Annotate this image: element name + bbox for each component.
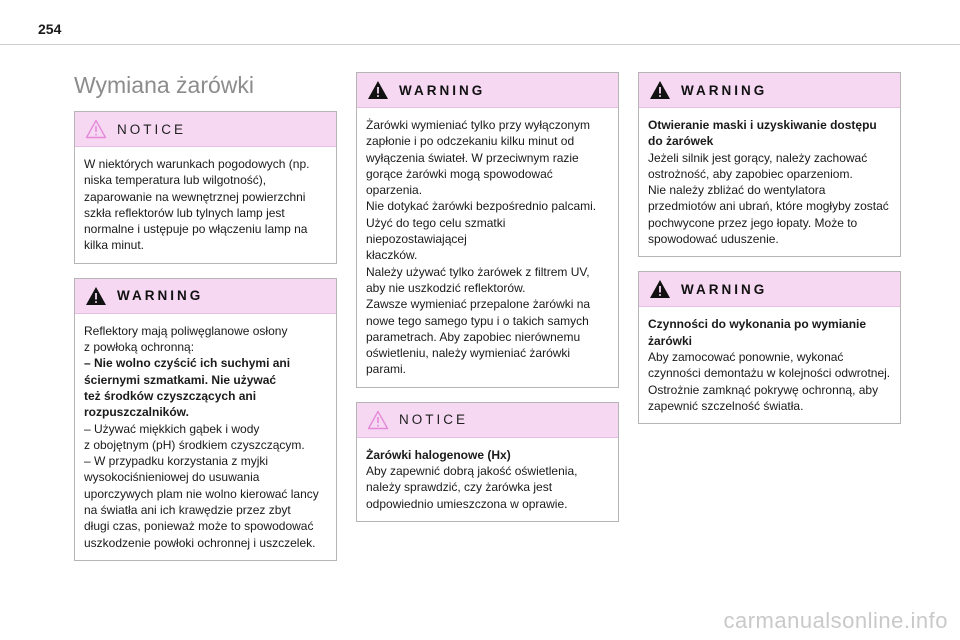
text-line: ostrożność, aby zapobiec oparzeniom. <box>648 166 853 181</box>
column-1 <box>74 111 337 575</box>
text-line: uszkodzenie powłoki ochronnej i uszczelek. <box>84 535 316 550</box>
notice-box <box>356 402 619 522</box>
text-line: Czynności do wykonania po wymianie <box>648 317 867 332</box>
text-line: aby nie uszkodzić reflektorów. <box>366 280 526 295</box>
text-line: niska temperatura lub wilgotność), <box>84 173 267 188</box>
warning-triangle-icon <box>367 80 389 100</box>
text-line: Nie dotykać żarówki bezpośrednio palcami. <box>366 199 597 214</box>
text-line: – Używać miękkich gąbek i wody <box>84 421 260 436</box>
column-2 <box>356 72 619 536</box>
warning-triangle-icon <box>649 279 671 299</box>
text-line: Żarówki wymieniać tylko przy wyłączonym <box>366 118 591 132</box>
text-line: z obojętnym (pH) środkiem czyszczącym. <box>84 437 305 452</box>
text-line: pochwycone przez jego łopaty. Może to <box>648 215 858 230</box>
text-line: oświetleniu, należy wymieniać żarówki <box>366 346 571 361</box>
warning-box <box>74 278 337 561</box>
text-line: Aby zapewnić dobrą jakość oświetlenia, <box>366 464 578 479</box>
notice-triangle-icon <box>367 410 389 430</box>
notice-box <box>74 111 337 264</box>
text-line: zapewnić szczelność światła. <box>648 398 804 413</box>
text-line: żarówki <box>648 333 693 348</box>
text-line: wyłączenia świateł. W przeciwnym razie <box>366 150 579 165</box>
notice-triangle-icon <box>85 119 107 139</box>
text-line: parametrach. Aby zapobiec nierównemu <box>366 329 581 344</box>
text-line: gorące żarówki mogą spowodować <box>366 166 553 181</box>
text-line: nowe tego samego typu i o takich samych <box>366 313 589 328</box>
text-line: Nie należy zbliżać do wentylatora <box>648 183 826 198</box>
text-line: Należy używać tylko żarówek z filtrem UV, <box>366 264 590 279</box>
warning-header <box>639 73 900 108</box>
text-line: do żarówek <box>648 134 714 149</box>
text-line: – W przypadku korzystania z myjki <box>84 454 269 469</box>
text-line: rozpuszczalników. <box>84 405 189 420</box>
text-line: kłaczków. <box>366 248 418 263</box>
notice-header <box>357 403 618 438</box>
warning-heading: WARNING <box>399 82 486 98</box>
text-line: kilka minut. <box>84 238 145 253</box>
text-line: Aby zamocować ponownie, wykonać <box>648 349 844 364</box>
warning-heading: WARNING <box>681 82 768 98</box>
text-line: Żarówki halogenowe (Hx) <box>366 447 511 462</box>
warning-header <box>357 73 618 108</box>
warning-heading: WARNING <box>117 288 204 304</box>
notice-heading: NOTICE <box>117 121 187 137</box>
warning-header <box>75 279 336 314</box>
text-line: Otwieranie maski i uzyskiwanie dostępu <box>648 118 877 132</box>
warning-header <box>639 272 900 307</box>
text-line: przedmiotów ani ubrań, które mogłyby zostać <box>648 199 889 214</box>
text-line: Ostrożnie zamknąć pokrywę ochronną, aby <box>648 382 879 397</box>
warning-text <box>357 108 618 387</box>
warning-text <box>639 307 900 423</box>
notice-text <box>357 438 618 521</box>
text-line: Reflektory mają poliwęglanowe osłony <box>84 323 288 338</box>
warning-triangle-icon <box>649 80 671 100</box>
page-number: 254 <box>38 21 62 37</box>
text-line: długi czas, ponieważ może to spowodować <box>84 519 314 534</box>
text-line: Zawsze wymieniać przepalone żarówki na <box>366 297 591 312</box>
header-divider <box>0 44 960 45</box>
text-line: oparzenia. <box>366 183 423 198</box>
warning-heading: WARNING <box>681 281 768 297</box>
text-line: – Nie wolno czyścić ich suchymi ani <box>84 356 291 371</box>
text-line: na światła ani ich krawędzie przez zbyt <box>84 503 291 518</box>
text-line: W niektórych warunkach pogodowych (np. <box>84 157 310 171</box>
text-line: zapłonie i po odczekaniu kilku minut od <box>366 134 575 149</box>
text-line: odpowiednio umieszczona w oprawie. <box>366 496 568 511</box>
warning-box <box>638 271 901 424</box>
text-line: parami. <box>366 362 407 377</box>
warning-text <box>75 314 336 560</box>
text-line: wysokociśnieniowej do usuwania <box>84 470 260 485</box>
notice-heading: NOTICE <box>399 412 469 428</box>
warning-box <box>356 72 619 388</box>
text-line: zaparowanie na wewnętrznej powierzchni <box>84 189 306 204</box>
warning-triangle-icon <box>85 286 107 306</box>
text-line: spowodować uduszenie. <box>648 232 779 247</box>
notice-text <box>75 147 336 263</box>
text-line: Użyć do tego celu szmatki niepozostawiającej <box>366 215 506 247</box>
column-3 <box>638 72 901 438</box>
text-line: czynności demontażu w kolejności odwrotnej. <box>648 366 891 381</box>
text-line: szkła reflektorów lub tylnych lamp jest <box>84 205 285 220</box>
text-line: Jeżeli silnik jest gorący, należy zachować <box>648 150 868 165</box>
notice-header <box>75 112 336 147</box>
text-line: z powłoką ochronną: <box>84 340 195 355</box>
text-line: uporczywych plam nie wolno kierować lancy <box>84 486 319 501</box>
warning-box <box>638 72 901 257</box>
warning-text <box>639 108 900 256</box>
text-line: należy sprawdzić, czy żarówka jest <box>366 480 553 495</box>
page-title: Wymiana żarówki <box>74 72 255 98</box>
text-line: też środków czyszczących ani <box>84 388 257 403</box>
watermark: carmanualsonline.info <box>723 608 948 633</box>
text-line: ściernymi szmatkami. Nie używać <box>84 372 277 387</box>
text-line: normalne i ustępuje po włączeniu lamp na <box>84 222 308 237</box>
